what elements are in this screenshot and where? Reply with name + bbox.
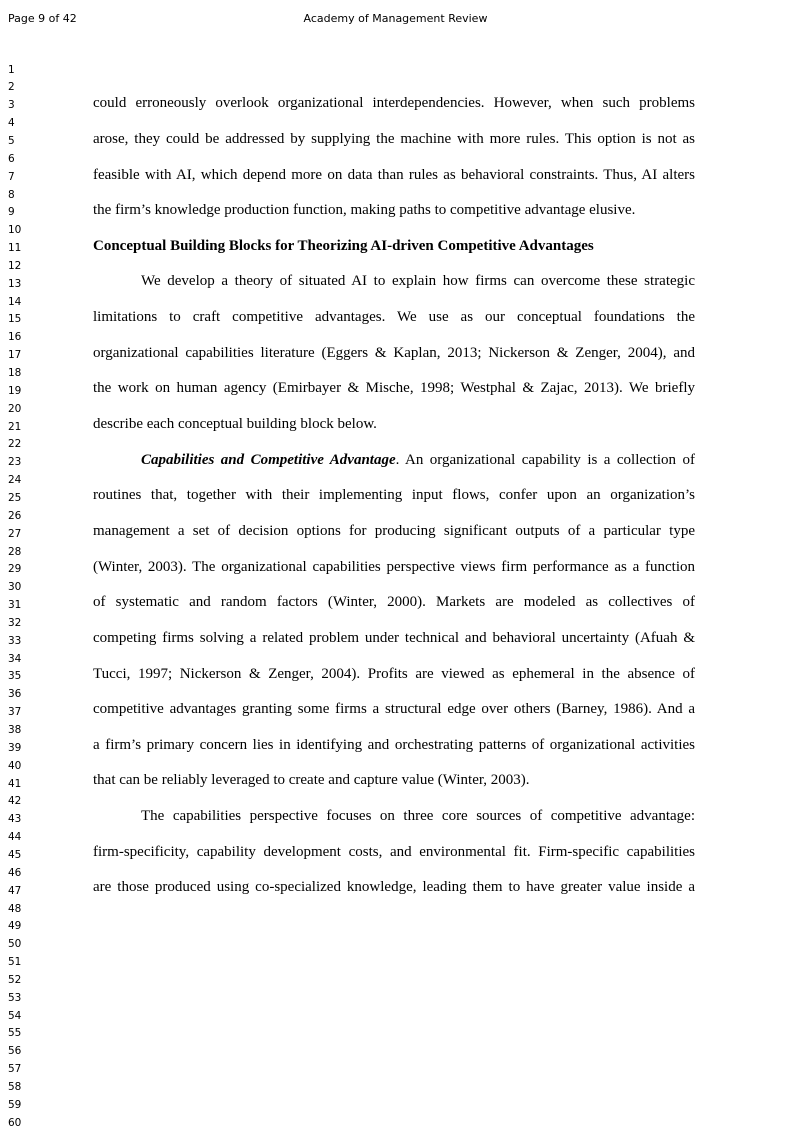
line-number: 9 <box>8 206 15 219</box>
journal-title: Academy of Management Review <box>303 12 488 25</box>
line-number: 10 <box>8 224 22 237</box>
text-line: organizational capabilities literature (Eggers & Kaplan, 2013; Nickerson & Zenger, 2004), and <box>93 345 695 361</box>
line-number: 34 <box>8 652 22 665</box>
text-line: describe each conceptual building block below. <box>93 416 377 432</box>
line-number: 29 <box>8 563 22 576</box>
line-number: 2 <box>8 81 15 94</box>
line-number: 56 <box>8 1045 22 1058</box>
line-number: 28 <box>8 545 22 558</box>
text-line: (Winter, 2003). The organizational capabilities perspective views firm performance as a function <box>93 559 695 575</box>
line-number: 52 <box>8 973 22 986</box>
line-number: 55 <box>8 1027 22 1040</box>
line-number: 6 <box>8 152 15 165</box>
text-line: feasible with AI, which depend more on data than rules as behavioral constraints. Thus, AI alters <box>93 167 695 183</box>
line-number: 25 <box>8 491 22 504</box>
line-number: 38 <box>8 724 22 736</box>
line-number: 14 <box>8 295 22 308</box>
line-number: 50 <box>8 938 22 951</box>
line-number: 16 <box>8 331 22 344</box>
text-line: competitive advantages granting some firms a structural edge over others (Barney, 1986). And a <box>93 701 695 717</box>
line-number: 20 <box>8 402 22 415</box>
line-number: 18 <box>8 367 22 379</box>
line-number: 7 <box>8 170 15 183</box>
line-number: 42 <box>8 795 22 808</box>
line-number: 49 <box>8 920 22 933</box>
line-number: 36 <box>8 688 22 701</box>
line-number: 46 <box>8 866 22 879</box>
line-number: 43 <box>8 813 22 826</box>
line-number: 17 <box>8 349 22 362</box>
text-line: are those produced using co-specialized knowledge, leading them to have greater value inside a <box>93 879 695 895</box>
line-number: 57 <box>8 1063 22 1076</box>
line-number: 58 <box>8 1081 22 1093</box>
line-number: 11 <box>8 242 22 254</box>
line-number: 32 <box>8 616 22 629</box>
line-number: 35 <box>8 670 22 683</box>
text-line: competing firms solving a related problem under technical and behavioral uncertainty (Afuah & <box>93 630 695 646</box>
line-number: 48 <box>8 902 22 915</box>
subsection-heading: Capabilities and Competitive Advantage <box>141 452 396 468</box>
text-line: that can be reliably leveraged to create and capture value (Winter, 2003). <box>93 772 530 788</box>
line-number: 60 <box>8 1116 22 1129</box>
line-number: 13 <box>8 277 22 290</box>
text-run: . An organizational capability is a collection of <box>395 452 695 468</box>
line-number: 24 <box>8 474 22 487</box>
line-number: 5 <box>8 134 15 147</box>
line-number: 59 <box>8 1098 22 1111</box>
text-line: limitations to craft competitive advantages. We use as our conceptual foundations the <box>93 309 695 325</box>
text-line: arose, they could be addressed by supplying the machine with more rules. This option is not as <box>93 131 695 147</box>
line-number: 47 <box>8 884 22 897</box>
line-number: 26 <box>8 509 22 522</box>
line-number: 4 <box>8 117 15 130</box>
text-line: firm-specificity, capability development costs, and environmental fit. Firm-specific capabilities <box>93 844 695 860</box>
text-line: management a set of decision options for producing significant outputs of a particular type <box>93 523 695 539</box>
line-number: 45 <box>8 848 22 861</box>
text-line: routines that, together with their implementing input flows, confer upon an organization’s <box>93 487 695 503</box>
line-number: 30 <box>8 581 22 594</box>
text-line: a firm’s primary concern lies in identifying and orchestrating patterns of organizational activities <box>93 737 695 753</box>
line-number: 40 <box>8 759 22 772</box>
line-number: 37 <box>8 706 22 719</box>
line-number: 22 <box>8 438 22 451</box>
section-heading: Conceptual Building Blocks for Theorizing AI-driven Competitive Advantages <box>93 238 594 254</box>
line-number: 41 <box>8 777 22 790</box>
line-number: 31 <box>8 599 22 611</box>
text-line: of systematic and random factors (Winter, 2000). Markets are modeled as collectives of <box>93 594 695 610</box>
line-number: 54 <box>8 1009 22 1022</box>
line-number: 53 <box>8 991 22 1004</box>
line-number: 21 <box>8 420 22 433</box>
text-line: could erroneously overlook organizational interdependencies. However, when such problems <box>93 95 695 111</box>
page-number: Page 9 of 42 <box>8 12 77 25</box>
line-number: 23 <box>8 456 22 469</box>
line-number: 1 <box>8 63 15 76</box>
line-number: 3 <box>8 99 15 112</box>
line-number: 51 <box>8 956 22 968</box>
text-line: Tucci, 1997; Nickerson & Zenger, 2004). Profits are viewed as ephemeral in the absence of <box>93 666 695 682</box>
text-line: the firm’s knowledge production function, making paths to competitive advantage elusive. <box>93 202 636 218</box>
line-number: 8 <box>8 188 15 201</box>
line-number: 15 <box>8 313 22 326</box>
line-number: 27 <box>8 527 22 540</box>
text-line <box>141 450 695 470</box>
line-number: 19 <box>8 384 22 397</box>
line-number: 39 <box>8 741 22 754</box>
line-number: 33 <box>8 634 22 647</box>
line-number: 44 <box>8 831 22 844</box>
text-line: The capabilities perspective focuses on three core sources of competitive advantage: <box>141 808 695 824</box>
text-line: We develop a theory of situated AI to explain how firms can overcome these strategic <box>141 273 695 289</box>
text-line: the work on human agency (Emirbayer & Mische, 1998; Westphal & Zajac, 2013). We briefly <box>93 380 695 396</box>
line-number: 12 <box>8 259 22 272</box>
